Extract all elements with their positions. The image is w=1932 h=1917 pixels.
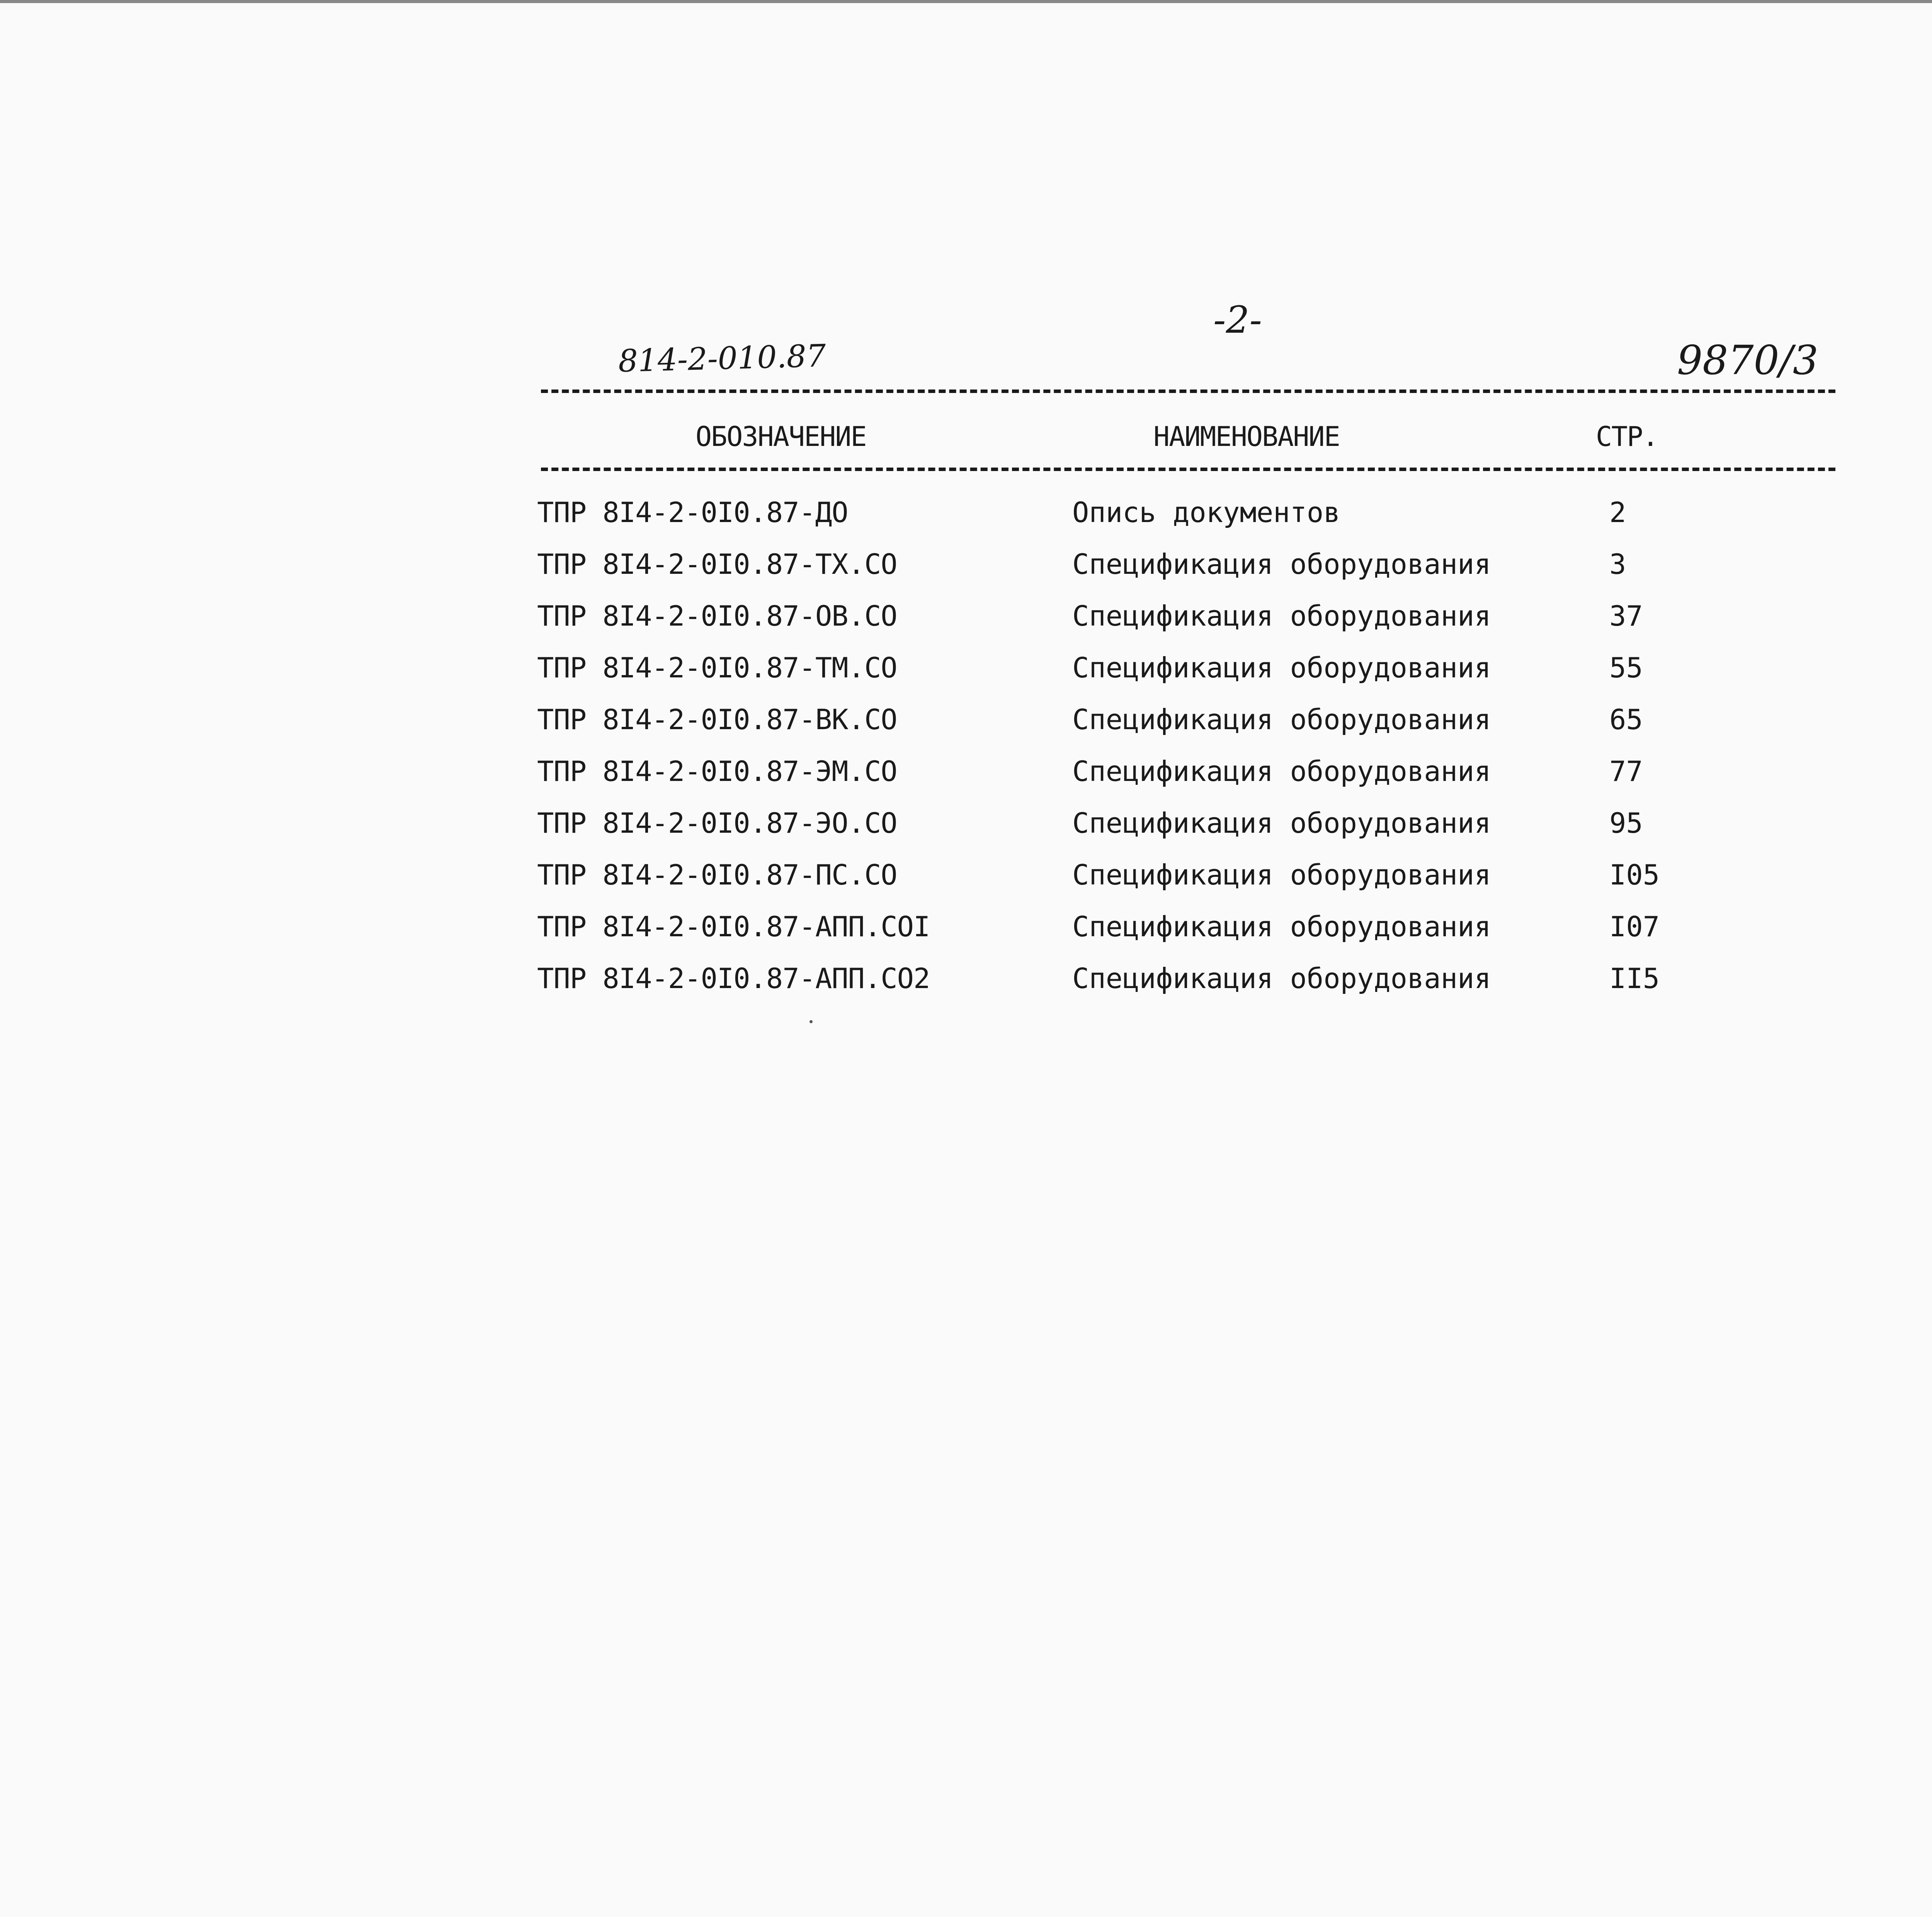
row-name: Спецификация оборудования [1072,651,1491,684]
table-top-rule [541,390,1835,393]
row-name: Спецификация оборудования [1072,548,1491,580]
table-row [0,910,1932,964]
table-row [0,703,1932,757]
row-name: Спецификация оборудования [1072,910,1491,943]
scan-edge-top [0,0,1932,3]
document-code: 814-2-010.87 [617,337,827,379]
row-code: ТПР 8I4-2-0I0.87-АПП.СОI [537,910,930,943]
row-name: Спецификация оборудования [1072,703,1491,736]
row-code: ТПР 8I4-2-0I0.87-ДО [537,496,848,529]
row-page: II5 [1609,962,1660,995]
table-row [0,651,1932,706]
table-row [0,861,1932,913]
row-page: 2 [1609,496,1626,529]
row-page: 37 [1609,600,1643,632]
sheet-number: 9870/3 [1677,337,1818,384]
row-code: ТПР 8I4-2-0I0.87-ВК.СО [537,703,897,736]
row-page: 77 [1609,755,1643,788]
column-header-name: НАИМЕНОВАНИЕ [1153,421,1340,452]
row-name: Спецификация оборудования [1072,859,1491,891]
row-name: Спецификация оборудования [1072,755,1491,788]
table-row [0,550,1932,602]
row-page: 95 [1609,807,1643,839]
row-code: ТПР 8I4-2-0I0.87-ЭО.СО [537,807,897,839]
row-code: ТПР 8I4-2-0I0.87-ОВ.СО [537,600,897,632]
table-row [0,964,1932,1016]
table-header-rule [541,468,1835,471]
row-code: ТПР 8I4-2-0I0.87-ЭМ.СО [537,755,897,788]
table-row [0,757,1932,809]
table-row [0,602,1932,654]
row-page: 3 [1609,548,1626,580]
column-header-page: СТР. [1596,421,1658,452]
row-name: Спецификация оборудования [1072,600,1491,632]
row-code: ТПР 8I4-2-0I0.87-ПС.СО [537,859,897,891]
scan-speck [810,1020,813,1023]
row-name: Спецификация оборудования [1072,807,1491,839]
row-code: ТПР 8I4-2-0I0.87-АПП.СО2 [537,962,930,995]
row-page: 55 [1609,651,1643,684]
row-code: ТПР 8I4-2-0I0.87-ТХ.СО [537,548,897,580]
row-page: I05 [1609,859,1660,891]
row-page: 65 [1609,703,1643,736]
page-number: -2- [1213,298,1262,342]
row-code: ТПР 8I4-2-0I0.87-ТМ.СО [537,651,897,684]
row-name: Опись документов [1072,496,1340,529]
table-row [0,498,1932,550]
row-page: I07 [1609,910,1660,943]
column-header-code: ОБОЗНАЧЕНИЕ [696,421,866,452]
table-row [0,809,1932,861]
table-body [0,498,1932,1016]
row-name: Спецификация оборудования [1072,962,1491,995]
